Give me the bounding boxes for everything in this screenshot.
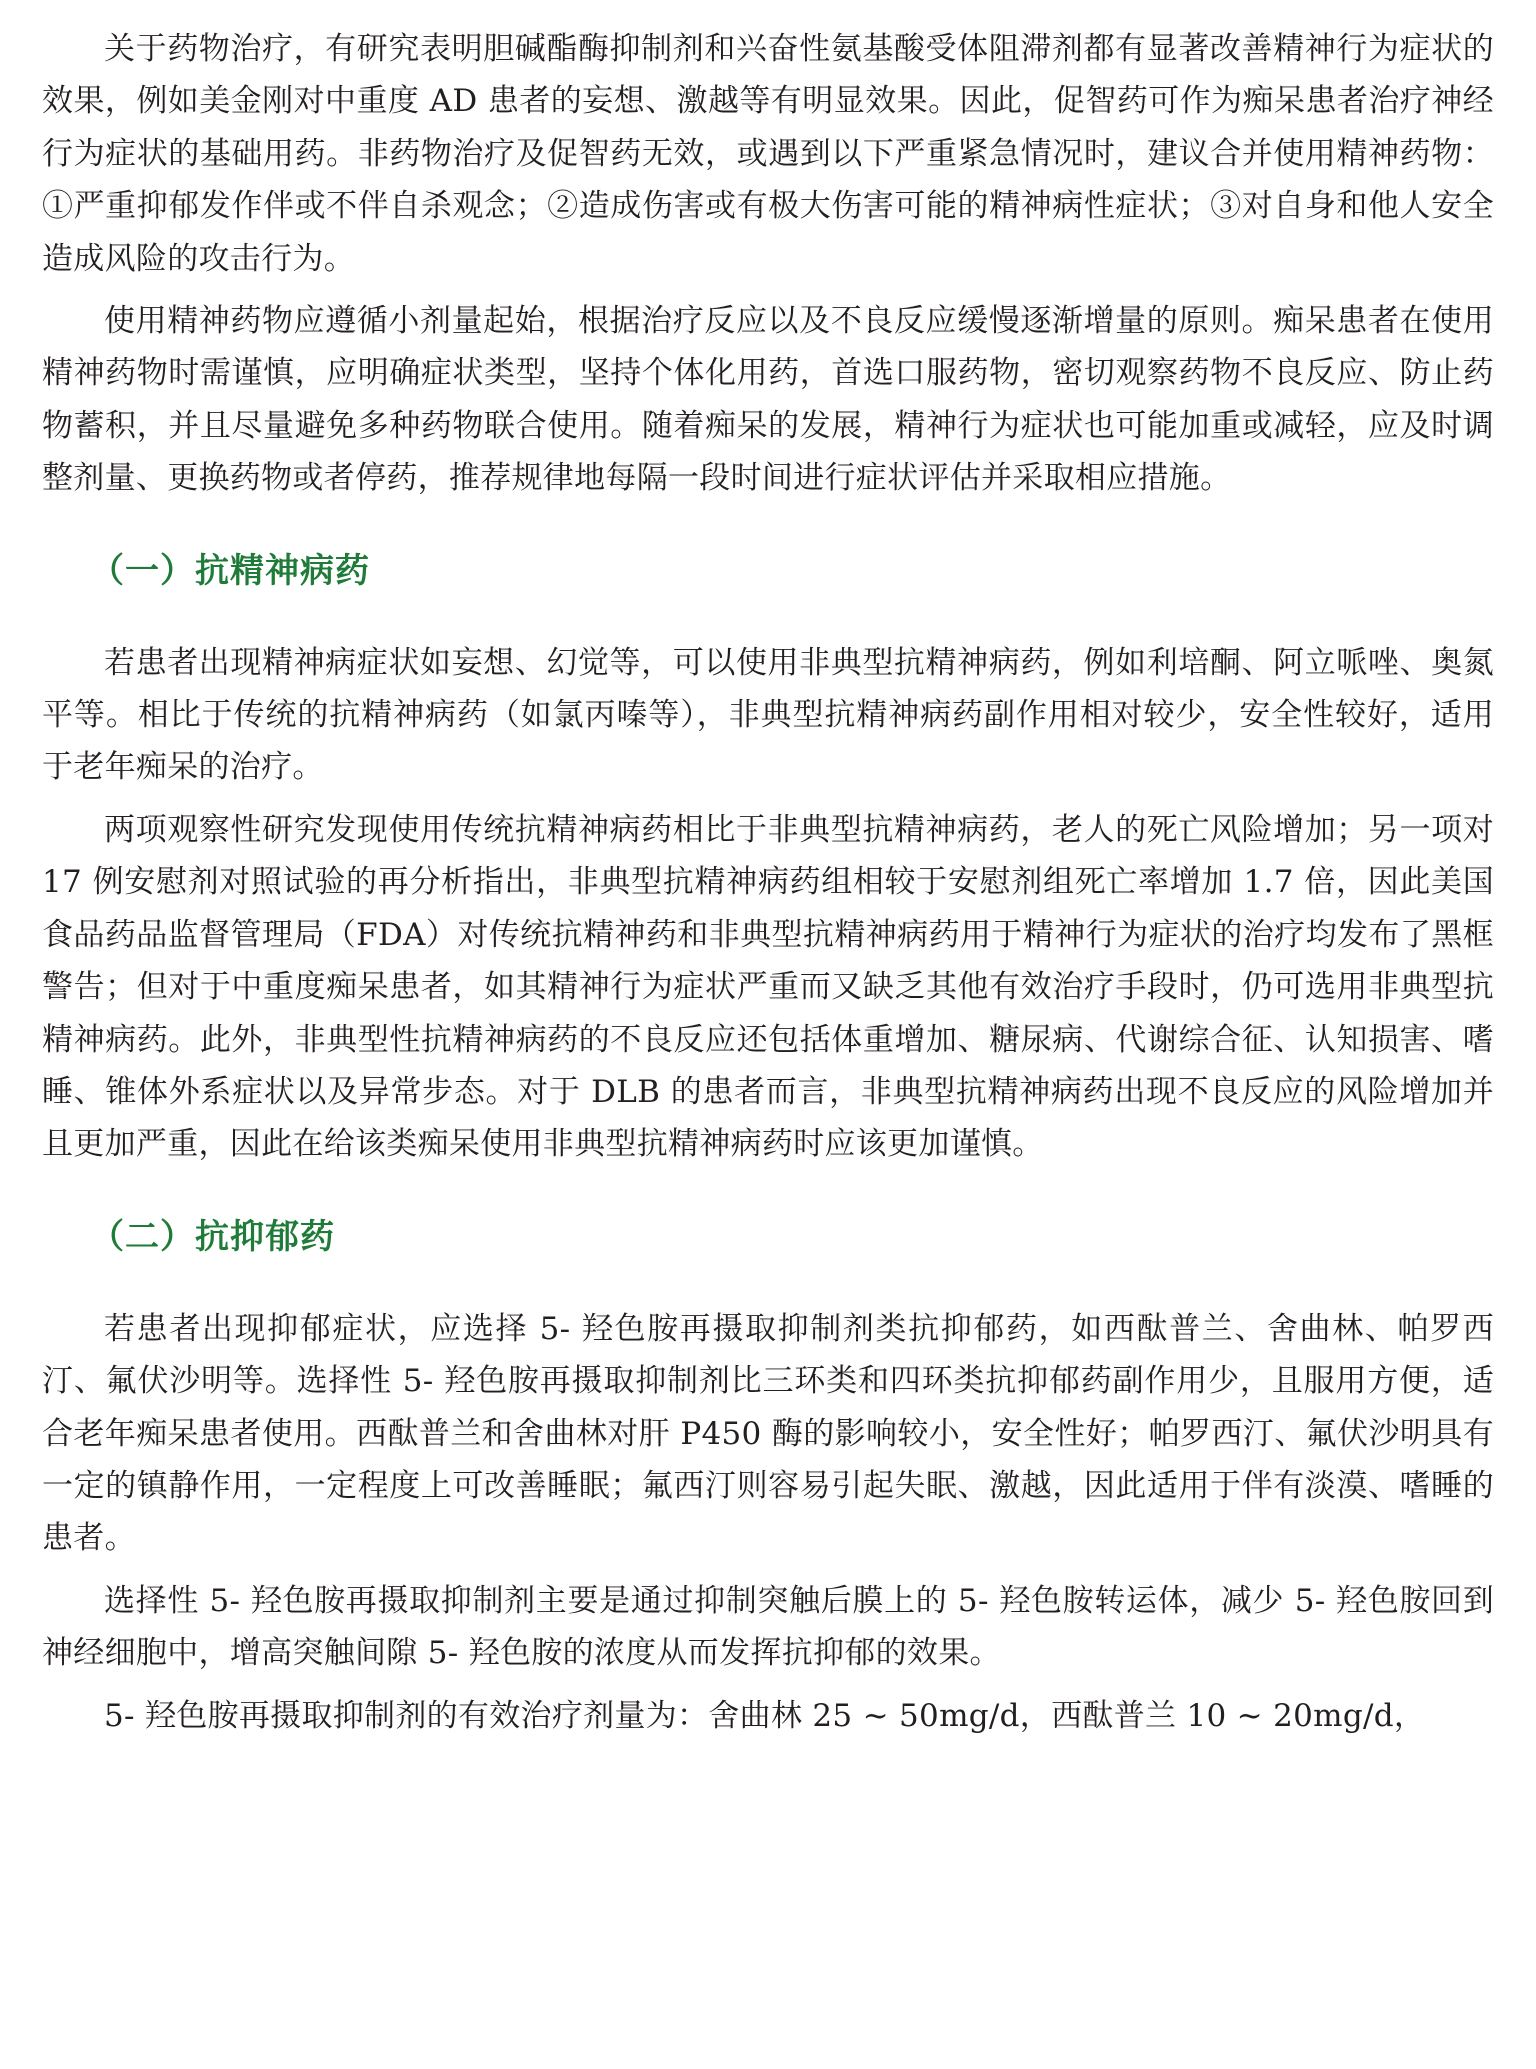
- intro-paragraph-2: 使用精神药物应遵循小剂量起始，根据治疗反应以及不良反应缓慢逐渐增量的原则。痴呆患者在使用精神药物时需谨慎，应明确症状类型，坚持个体化用药，首选口服药物，密切观察药物不良反应、防止药物蓄积，并且尽量避免多种药物联合使用。随着痴呆的发展，精神行为症状也可能加重或减轻，应及时调整剂量、更换药物或者停药，推荐规律地每隔一段时间进行症状评估并采取相应措施。: [42, 303, 1494, 497]
- antidepressants-paragraph-3: 5- 羟色胺再摄取抑制剂的有效治疗剂量为：舍曲林 25 ~ 50mg/d，西酞普兰 10 ~ 20mg/d，: [104, 1697, 1426, 1734]
- section-heading-antipsychotics: （一）抗精神病药: [90, 550, 370, 591]
- antidepressants-paragraph-1: 若患者出现抑郁症状，应选择 5- 羟色胺再摄取抑制剂类抗抑郁药，如西酞普兰、舍曲林、帕罗西汀、氟伏沙明等。选择性 5- 羟色胺再摄取抑制剂比三环类和四环类抗抑郁药副作用少，且服用方便，适合老年痴呆患者使用。西酞普兰和舍曲林对肝 P450 酶的影响较小，安全性好；帕罗西汀、氟伏沙明具有一定的镇静作用，一定程度上可改善睡眠；氟西汀则容易引起失眠、激越，因此适用于伴有淡漠、嗜睡的患者。: [42, 1310, 1494, 1557]
- antidepressants-paragraph-2: 选择性 5- 羟色胺再摄取抑制剂主要是通过抑制突触后膜上的 5- 羟色胺转运体，减少 5- 羟色胺回到神经细胞中，增高突触间隙 5- 羟色胺的浓度从而发挥抗抑郁的效果。: [42, 1582, 1494, 1672]
- intro-paragraph-1: 关于药物治疗，有研究表明胆碱酯酶抑制剂和兴奋性氨基酸受体阻滞剂都有显著改善精神行为症状的效果，例如美金刚对中重度 AD 患者的妄想、激越等有明显效果。因此，促智药可作为痴呆患者治疗神经行为症状的基础用药。非药物治疗及促智药无效，或遇到以下严重紧急情况时，建议合并使用精神药物：①严重抑郁发作伴或不伴自杀观念；②造成伤害或有极大伤害可能的精神病性症状；③对自身和他人安全造成风险的攻击行为。: [42, 31, 1494, 277]
- document-page: [42, 0, 1494, 1742]
- antipsychotics-paragraph-1: 若患者出现精神病症状如妄想、幻觉等，可以使用非典型抗精神病药，例如利培酮、阿立哌唑、奥氮平等。相比于传统的抗精神病药（如氯丙嗪等），非典型抗精神病药副作用相对较少，安全性较好，适用于老年痴呆的治疗。: [42, 644, 1494, 786]
- section-heading-antidepressants: （二）抗抑郁药: [90, 1216, 335, 1257]
- antipsychotics-paragraph-2: 两项观察性研究发现使用传统抗精神病药相比于非典型抗精神病药，老人的死亡风险增加；另一项对 17 例安慰剂对照试验的再分析指出，非典型抗精神病药组相较于安慰剂组死亡率增加 1.7 倍，因此美国食品药品监督管理局（FDA）对传统抗精神药和非典型抗精神病药用于精神行为症状的治疗均发布了黑框警告；但对于中重度痴呆患者，如其精神行为症状严重而又缺乏其他有效治疗手段时，仍可选用非典型抗精神病药。此外，非典型性抗精神病药的不良反应还包括体重增加、糖尿病、代谢综合征、认知损害、嗜睡、锥体外系症状以及异常步态。对于 DLB 的患者而言，非典型抗精神病药出现不良反应的风险增加并且更加严重，因此在给该类痴呆使用非典型抗精神病药时应该更加谨慎。: [42, 811, 1494, 1163]
